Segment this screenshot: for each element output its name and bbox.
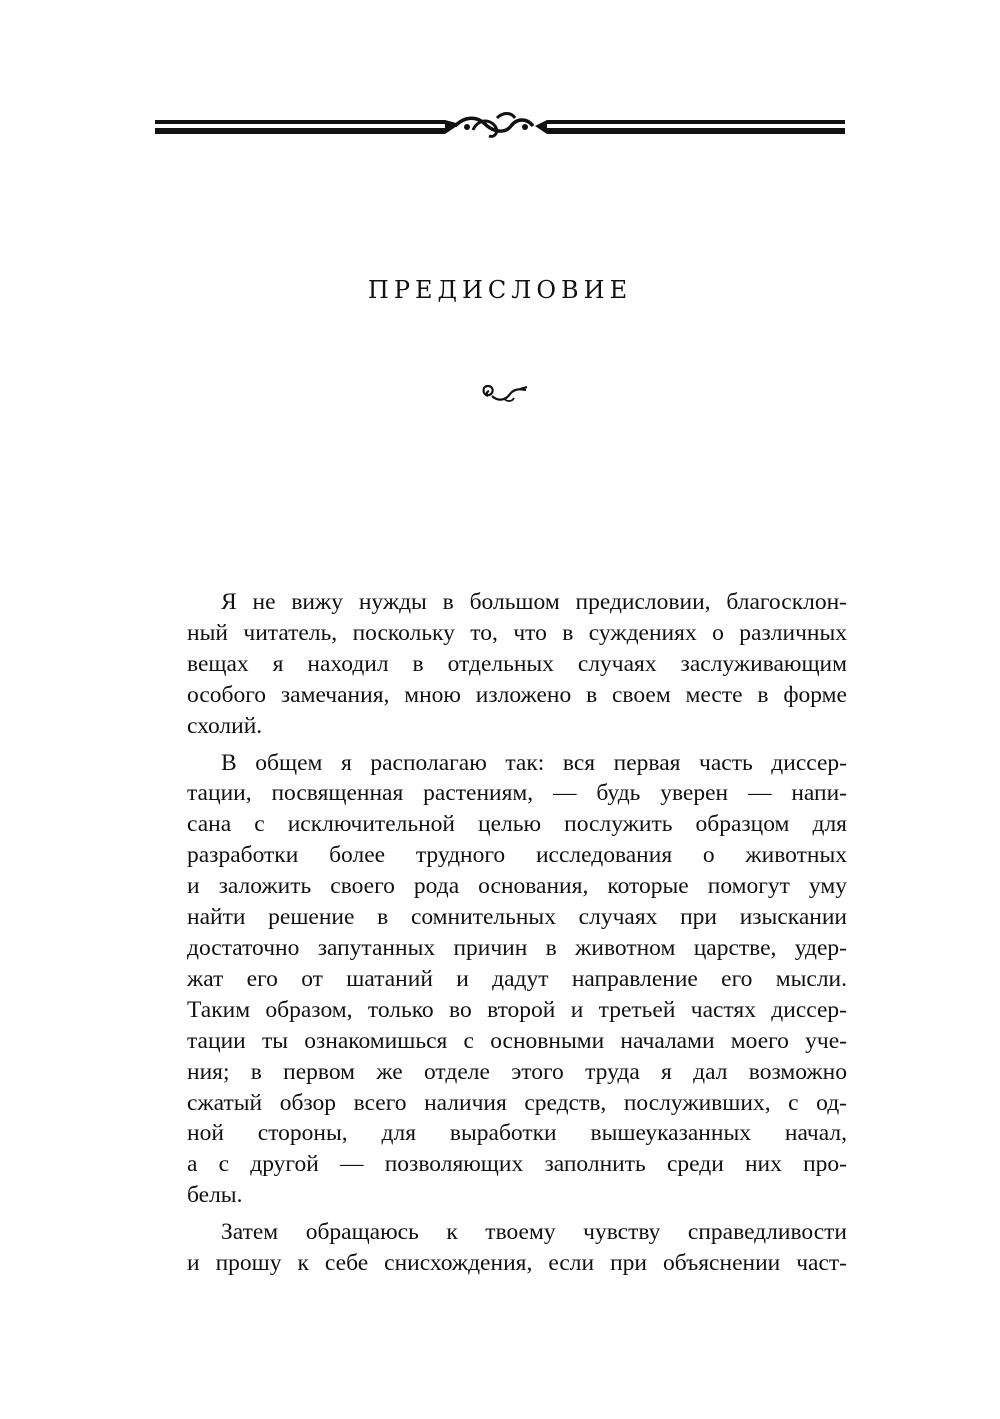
text-line: белы. bbox=[187, 1182, 243, 1209]
text-line: схолий. bbox=[187, 712, 263, 739]
text-line: ный читатель, поскольку то, что в суждениях о различных bbox=[187, 619, 847, 646]
text-line: Затем обращаюсь к твоему чувству справедливости bbox=[221, 1219, 847, 1246]
paragraph bbox=[153, 1217, 847, 1279]
text-line: Я не вижу нужды в большом предисловии, благосклон- bbox=[221, 589, 847, 615]
paragraph bbox=[153, 748, 847, 1212]
text-line: сана с исключительной целью послужить образцом для bbox=[187, 811, 847, 838]
text-line: сжатый обзор всего наличия средств, послуживших, с од- bbox=[187, 1089, 847, 1116]
text-line: особого замечания, мною изложено в своем месте в форме bbox=[187, 681, 847, 708]
text-line: и заложить своего рода основания, которые помогут уму bbox=[187, 873, 847, 900]
header-rule-ornament bbox=[155, 108, 845, 144]
text-line: ной стороны, для выработки вышеуказанных начал, bbox=[187, 1120, 847, 1147]
text-line: жат его от шатаний и дадут направление его мысли. bbox=[187, 965, 847, 992]
text-line: В общем я располагаю так: вся первая часть диссер- bbox=[221, 749, 847, 776]
text-line: тации, посвященная растениям, — будь уверен — напи- bbox=[187, 780, 847, 807]
text-line: разработки более трудного исследования о животных bbox=[187, 842, 847, 869]
text-line: достаточно запутанных причин в животном царстве, удер- bbox=[187, 934, 847, 961]
text-line: ния; в первом же отделе этого труда я дал возможно bbox=[187, 1058, 847, 1085]
paragraph bbox=[153, 587, 847, 742]
text-line: вещах я находил в отдельных случаях заслуживающим bbox=[187, 650, 847, 677]
flourish-icon bbox=[478, 378, 530, 408]
body-text bbox=[153, 587, 847, 1285]
page-title: ПРЕДИСЛОВИЕ bbox=[367, 276, 633, 304]
text-line: найти решение в сомнительных случаях при изыскании bbox=[187, 904, 847, 931]
text-line: а с другой — позволяющих заполнить среди них про- bbox=[187, 1151, 847, 1178]
flourish-rule-icon bbox=[155, 114, 845, 137]
text-line: тации ты ознакомишься с основными началами моего уче- bbox=[187, 1027, 847, 1054]
text-line: Таким образом, только во второй и третьей частях диссер- bbox=[187, 996, 847, 1023]
text-line: и прошу к себе снисхождения, если при объяснении част- bbox=[187, 1250, 847, 1277]
